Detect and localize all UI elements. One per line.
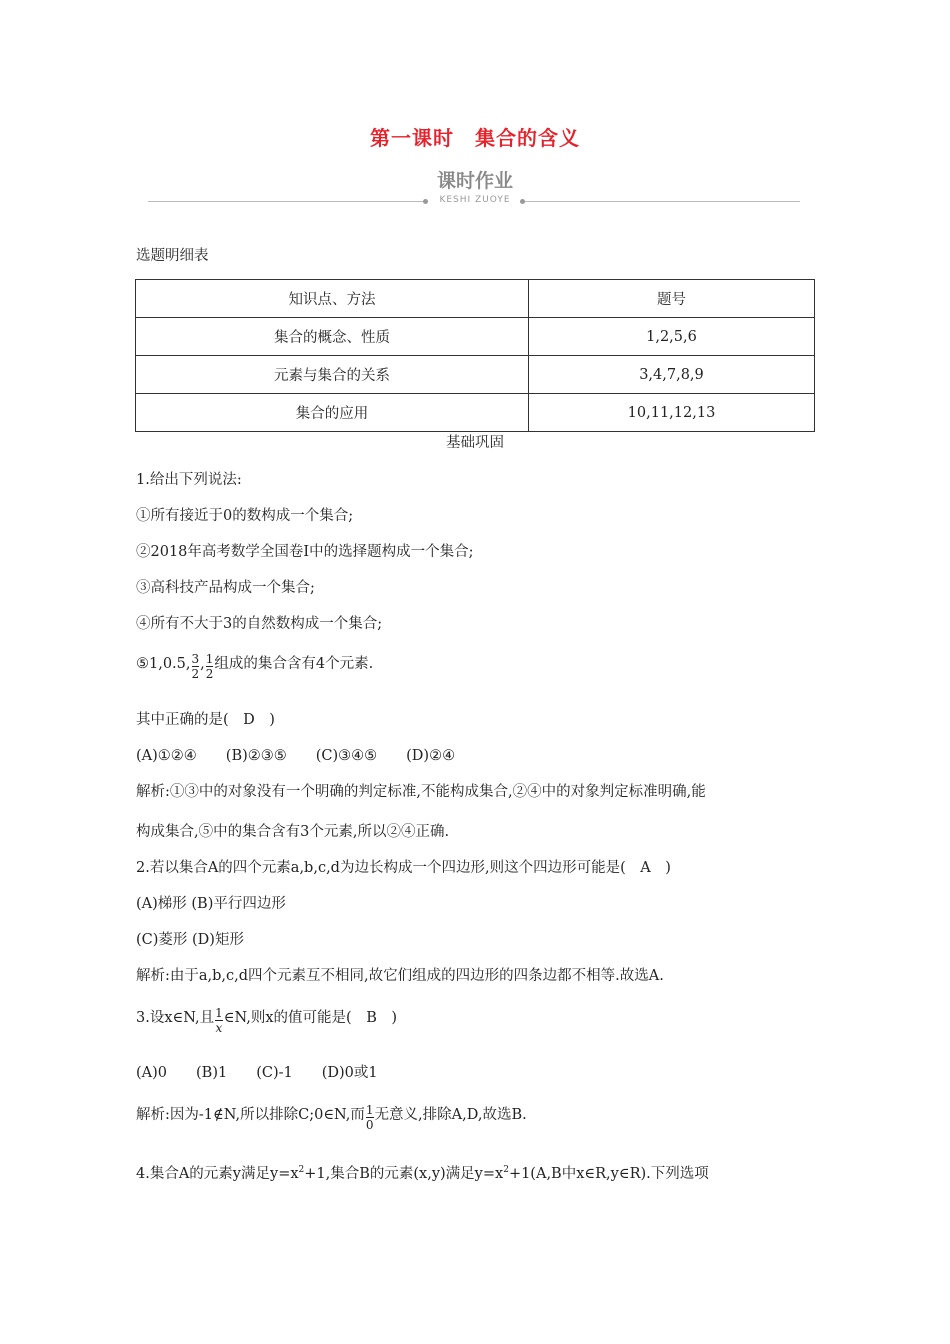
table-row <box>136 318 815 356</box>
fraction <box>206 652 214 681</box>
page-title: 第一课时 集合的含义 <box>370 126 580 150</box>
q3-stem-suffix: ∈N,则x的值可能是( B ) <box>223 1010 398 1026</box>
q1-s5-separator: , <box>200 656 205 672</box>
section-banner-title: 课时作业 <box>436 170 513 192</box>
table-cell: 1,2,5,6 <box>529 318 815 356</box>
table-header-cell: 知识点、方法 <box>136 280 529 318</box>
table-cell: 3,4,7,8,9 <box>529 356 815 394</box>
q1-options: (A)①②④ (B)②③⑤ (C)③④⑤ (D)②④ <box>136 748 456 764</box>
fraction <box>366 1103 374 1132</box>
table-cell: 集合的概念、性质 <box>136 318 529 356</box>
q3-stem-prefix: 3.设x∈N,且 <box>136 1010 215 1026</box>
q1-statement-1: ①所有接近于0的数构成一个集合; <box>136 508 354 524</box>
q1-ask: 其中正确的是( D ) <box>136 712 275 728</box>
fraction-numerator: 1 <box>365 1103 374 1117</box>
q1-statement-4: ④所有不大于3的自然数构成一个集合; <box>136 616 383 632</box>
table-cell: 元素与集合的关系 <box>136 356 529 394</box>
q4-part-1: 4.集合A的元素y满足y=x <box>136 1165 299 1182</box>
q2-stem: 2.若以集合A的四个元素a,b,c,d为边长构成一个四边形,则这个四边形可能是( A ) <box>136 860 671 876</box>
table-cell: 10,11,12,13 <box>529 394 815 432</box>
fraction-numerator: 1 <box>215 1006 223 1020</box>
q4-part-3: +1(A,B中x∈R,y∈R).下列选项 <box>508 1165 709 1182</box>
q2-options-line-1: (A)梯形 (B)平行四边形 <box>136 896 286 912</box>
q3-analysis-suffix: 无意义,排除A,D,故选B. <box>374 1107 527 1123</box>
fraction-numerator: 3 <box>191 652 200 666</box>
fraction <box>192 652 200 681</box>
superscript: 2 <box>503 1165 509 1175</box>
fraction-denominator: x <box>215 1021 223 1035</box>
banner-pinyin: KESHI ZUOYE <box>439 195 511 205</box>
q1-s5-suffix: 组成的集合含有4个元素. <box>214 656 374 672</box>
q2-analysis: 解析:由于a,b,c,d四个元素互不相同,故它们组成的四边形的四条边都不相等.故选A. <box>136 968 664 984</box>
q3-analysis-prefix: 解析:因为-1∉N,所以排除C;0∈N,而 <box>136 1107 365 1123</box>
fraction-denominator: 0 <box>365 1118 374 1132</box>
section-title: 基础巩固 <box>446 435 504 451</box>
q4-stem <box>136 1160 709 1184</box>
q2-options-line-2: (C)菱形 (D)矩形 <box>136 932 244 948</box>
superscript: 2 <box>298 1165 305 1175</box>
q4-part-2: +1,集合B的元素(x,y)满足y=x <box>304 1165 504 1182</box>
table-row <box>136 356 815 394</box>
q1-analysis-line-2: 构成集合,⑤中的集合含有3个元素,所以②④正确. <box>136 824 450 840</box>
table-row <box>136 394 815 432</box>
q1-statement-5 <box>136 652 373 681</box>
q3-analysis <box>136 1103 527 1132</box>
question-detail-table <box>135 279 815 432</box>
q1-statement-2: ②2018年高考数学全国卷Ⅰ中的选择题构成一个集合; <box>136 544 474 560</box>
q3-stem <box>136 1006 397 1035</box>
fraction-denominator: 2 <box>205 667 214 681</box>
fraction <box>215 1006 223 1035</box>
table-header-row <box>136 280 815 318</box>
q1-analysis-line-1: 解析:①③中的对象没有一个明确的判定标准,不能构成集合,②④中的对象判定标准明确,能 <box>136 784 706 800</box>
q1-s5-prefix: ⑤1,0.5, <box>136 656 191 672</box>
table-caption: 选题明细表 <box>136 248 209 264</box>
q1-statement-3: ③高科技产品构成一个集合; <box>136 580 315 596</box>
table-header-cell: 题号 <box>529 280 815 318</box>
fraction-denominator: 2 <box>191 667 200 681</box>
q3-options: (A)0 (B)1 (C)-1 (D)0或1 <box>136 1065 378 1081</box>
fraction-numerator: 1 <box>205 652 214 666</box>
q1-stem: 1.给出下列说法: <box>136 472 242 488</box>
table-cell: 集合的应用 <box>136 394 529 432</box>
